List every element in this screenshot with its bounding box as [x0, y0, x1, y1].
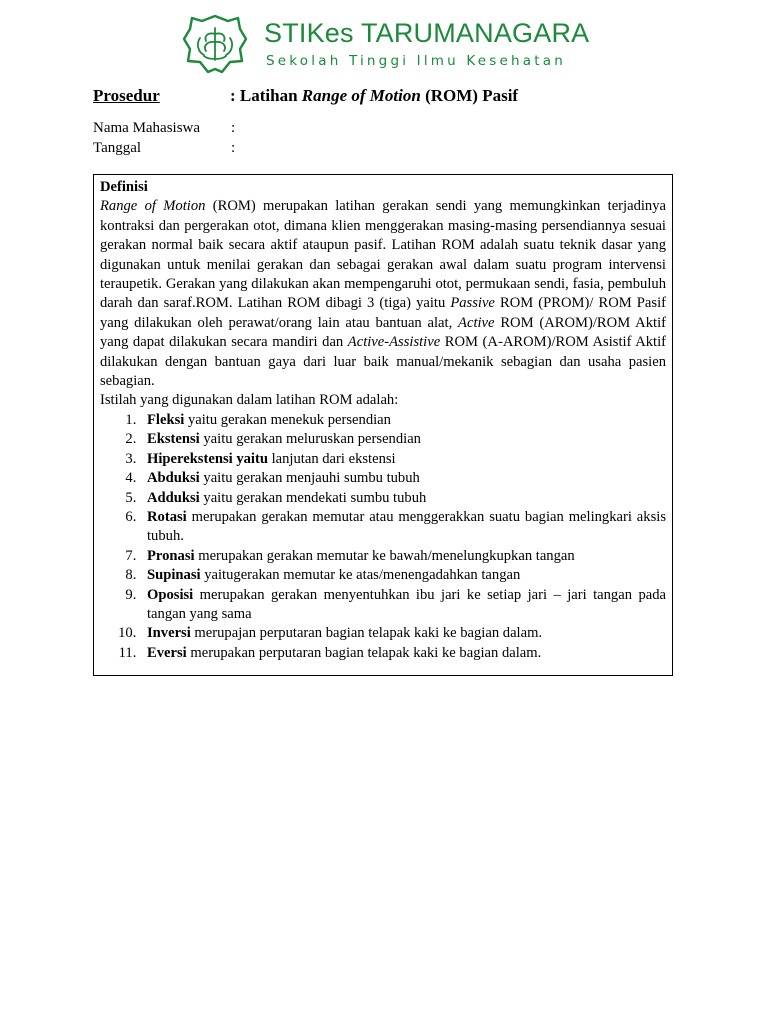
terms-intro: Istilah yang digunakan dalam latihan ROM adalah: — [100, 392, 399, 409]
definition-title: Definisi — [100, 179, 148, 195]
field-label: Tanggal — [93, 140, 142, 156]
institution-logo-icon — [182, 14, 248, 76]
list-item: 11. Eversi merupakan perputaran bagian telapak kaki ke bagian dalam. — [140, 644, 666, 663]
list-item: 7. Pronasi merupakan gerakan memutar ke bawah/menelungkupkan tangan — [140, 547, 666, 566]
list-item: 5. Adduksi yaitu gerakan mendekati sumbu tubuh — [140, 489, 666, 508]
field-label: Nama Mahasiswa — [93, 120, 201, 136]
list-item: 3. Hiperekstensi yaitu lanjutan dari ekstensi — [140, 450, 666, 469]
terms-list — [100, 411, 666, 663]
definition-box — [93, 174, 673, 676]
procedure-title: : Latihan Range of Motion (ROM) Pasif — [230, 86, 519, 105]
procedure-label: Prosedur — [93, 86, 160, 105]
list-item: 2. Ekstensi yaitu gerakan meluruskan persendian — [140, 430, 666, 449]
list-item: 10. Inversi merupajan perputaran bagian telapak kaki ke bagian dalam. — [140, 624, 666, 643]
institution-subtitle: Sekolah Tinggi Ilmu Kesehatan — [266, 53, 566, 69]
letterhead — [182, 14, 602, 76]
list-item: 1. Fleksi yaitu gerakan menekuk persendian — [140, 411, 666, 430]
definition-paragraph: Range of Motion (ROM) merupakan latihan gerakan sendi yang memungkinkan terjadinya kontraksi dan pergerakan otot, dimana klien menggerakan masing-masing persendiannya sesuai gerakan normal baik secara aktif ataupun pasif. Latihan ROM adalah suatu teknik dasar yang digunakan untuk menilai gerakan dan sebagai gerakan awal dalam suatu program intervensi teraupetik. Gerakan yang dilakukan akan mempengaruhi otot, permukaan sendi, fasia, pembuluh darah dan saraf.ROM. Latihan ROM dibagi 3 (tiga) yaitu Passive ROM (PROM)/ ROM Pasif yang dilakukan oleh perawat/orang lain atau bantuan alat, Active ROM (AROM)/ROM Aktif yang dapat dilakukan secara mandiri dan Active-Assistive ROM (A-AROM)/ROM Asistif Aktif dilakukan dengan bantuan gaya dari luar baik manual/mekanik sebagian dan usaha pasien sebagian. — [100, 198, 667, 390]
list-item: 9. Oposisi merupakan gerakan menyentuhkan ibu jari ke setiap jari – jari tangan pada tangan yang sama — [140, 586, 666, 625]
field-colon: : — [231, 120, 236, 136]
institution-name: STIKes TARUMANAGARA — [264, 18, 590, 48]
list-item: 4. Abduksi yaitu gerakan menjauhi sumbu tubuh — [140, 469, 666, 488]
list-item: 6. Rotasi merupakan gerakan memutar atau menggerakkan suatu bagian melingkari aksis tubuh. — [140, 508, 666, 547]
field-colon: : — [231, 140, 236, 156]
list-item: 8. Supinasi yaitugerakan memutar ke atas/menengadahkan tangan — [140, 566, 666, 585]
